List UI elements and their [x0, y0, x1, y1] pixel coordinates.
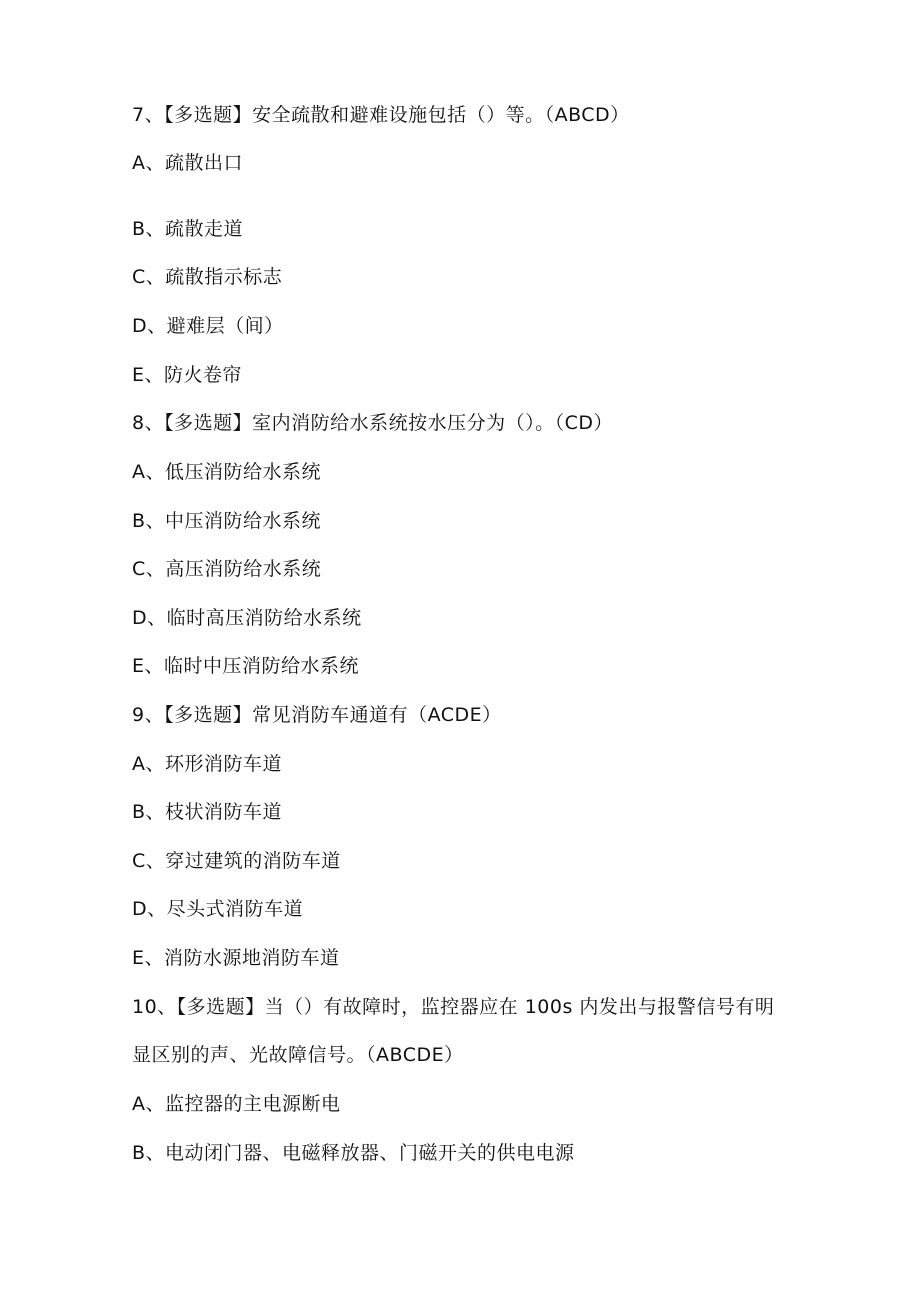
question-10-option-b: B、电动闭门器、电磁释放器、门磁开关的供电电源 [132, 1142, 575, 1164]
question-7-option-e: E、防火卷帘 [132, 364, 243, 386]
question-7-option-a: A、疏散出口 [132, 152, 243, 174]
question-8-option-c: C、高压消防给水系统 [132, 558, 322, 580]
question-8-option-a: A、低压消防给水系统 [132, 461, 321, 483]
question-10-stem-line-1: 10、【多选题】当（）有故障时，监控器应在 100s 内发出与报警信号有明 [132, 996, 775, 1018]
question-8-option-b: B、中压消防给水系统 [132, 510, 322, 532]
question-8-option-d: D、临时高压消防给水系统 [132, 607, 362, 629]
question-8-stem: 8、【多选题】室内消防给水系统按水压分为（）。（CD） [132, 412, 613, 434]
question-10-option-a: A、监控器的主电源断电 [132, 1093, 341, 1115]
question-7-option-c: C、疏散指示标志 [132, 266, 283, 288]
question-9-option-b: B、枝状消防车道 [132, 801, 283, 823]
question-9-option-c: C、穿过建筑的消防车道 [132, 850, 341, 872]
question-9-stem: 9、【多选题】常见消防车通道有（ACDE） [132, 704, 502, 726]
question-9-option-d: D、尽头式消防车道 [132, 898, 304, 920]
question-10-stem-line-2: 显区别的声、光故障信号。（ABCDE） [132, 1044, 464, 1066]
question-7-option-d: D、避难层（间） [132, 315, 284, 337]
question-8-option-e: E、临时中压消防给水系统 [132, 655, 360, 677]
question-7-stem: 7、【多选题】安全疏散和避难设施包括（）等。（ABCD） [132, 104, 630, 126]
question-9-option-e: E、消防水源地消防车道 [132, 947, 340, 969]
question-9-option-a: A、环形消防车道 [132, 753, 282, 775]
question-7-option-b: B、疏散走道 [132, 218, 244, 240]
